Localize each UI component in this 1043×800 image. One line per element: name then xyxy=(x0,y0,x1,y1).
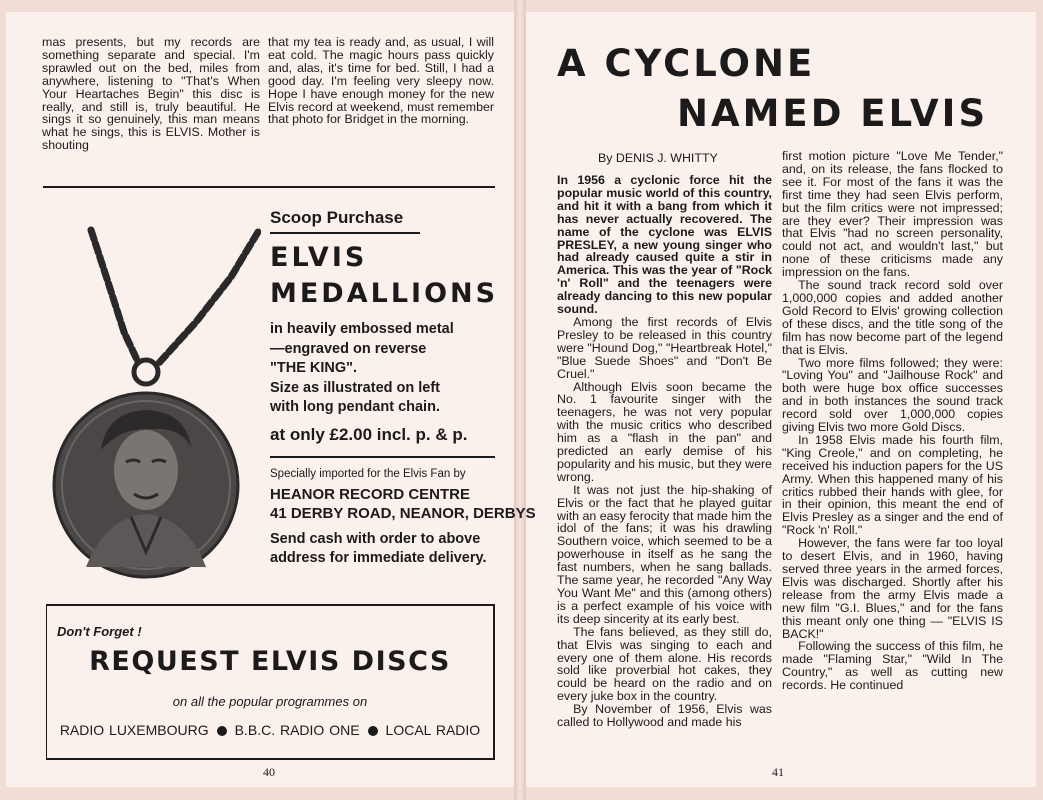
ad-divider xyxy=(270,456,495,458)
order-instructions: Send cash with order to above address for immediate delivery. xyxy=(270,531,487,566)
paragraph: However, the fans were far too loyal to desert Elvis, and in 1960, having served three years in the armed forces, Elvis was discharged. Shortly after his release from the army Elvis made a new film "G.I. Blues," and for the fans this meant only one thing — "ELVIS IS BACK!" xyxy=(782,536,1003,641)
radio-luxembourg: RADIO LUXEMBOURG xyxy=(59,722,209,738)
article-title-line1: A CYCLONE xyxy=(557,42,816,85)
ad-desc-line: with long pendant chain. xyxy=(270,399,440,415)
radio-stations xyxy=(47,722,493,738)
paragraph: It was not just the hip-shaking of Elvis or the fact that he played guitar with an easy ferocity that made him the idol of the fans; it was his drawling Southern voice, which seemed to be a powerhouse in itself as he sang the fast numbers, when he sang ballads. The same year, he recorded "Any Way You Want Me" and this (among others) is a perfect example of his voice with its deep sincerity at its early best. xyxy=(557,482,772,626)
paragraph: Two more films followed; they were: "Loving You" and "Jailhouse Rock" and both were huge box office successes and in both instances the sound track record sold over 1,000,000 copies giving Elvis two more Gold Discs. xyxy=(782,355,1003,435)
continued-text-col2 xyxy=(268,36,494,126)
paragraph: Following the success of this film, he made "Flaming Star," "Wild In The Country," as well as cutting new records. He continued xyxy=(782,639,1003,693)
imported-by: Specially imported for the Elvis Fan by xyxy=(270,468,466,480)
headline-medallions: MEDALLIONS xyxy=(270,278,499,309)
ad-desc-line: "THE KING". xyxy=(270,360,358,376)
ad-desc-line: Size as illustrated on left xyxy=(270,379,441,396)
ad-desc-line: in heavily embossed metal xyxy=(270,321,454,337)
paragraph: Among the first records of Elvis Presley to be released in this country were "Hound Dog," "Heartbreak Hotel," "Blue Suede Shoes" and "Don't Be Cruel." xyxy=(557,314,772,381)
article-col1 xyxy=(557,174,772,729)
shop-address: 41 DERBY ROAD, NEANOR, DERBYS xyxy=(270,505,536,522)
programmes-line: on all the popular programmes on xyxy=(172,694,368,709)
page-number-right: 41 xyxy=(772,765,784,779)
bbc-radio-one: B.B.C. RADIO ONE xyxy=(234,722,360,738)
paragraph: The sound track record sold over 1,000,000 copies and added another Gold Record to Elvis' growing collection of these discs, and the title song of the film has now become part of the legend that is Elvis. xyxy=(782,278,1003,357)
scoop-label: Scoop Purchase xyxy=(270,208,404,227)
continued-paragraph: mas presents, but my records are something separate and special. I'm sprawled out on the bed, miles from anywhere, listening to "That's When Your Heartaches Begin" this disc is really, and still is, truly beautiful. He sings it so genuinely, this man means what he sings, this is ELVIS. Mother is shouting xyxy=(42,35,260,153)
bullet-icon xyxy=(217,726,227,736)
byline: By DENIS J. WHITTY xyxy=(598,151,718,165)
section-rule xyxy=(43,186,495,188)
lead-paragraph: In 1956 a cyclonic force hit the popular music world of this country, and hit it with a bang from which it has never actually recovered. The name of the cyclone was ELVIS PRESLEY, a new young singer who had already caused quite a stir in America. This was the year of "Rock 'n' Roll" and the teenagers were already dancing to this new popular sound. xyxy=(557,173,772,317)
shop-info xyxy=(270,485,536,523)
page-number-left: 40 xyxy=(263,765,275,779)
article-col2 xyxy=(782,150,1003,692)
scoop-underline xyxy=(270,232,420,234)
bullet-icon xyxy=(368,726,378,736)
ad-desc-line: —engraved on reverse xyxy=(270,340,427,357)
ad-price: at only £2.00 incl. p. & p. xyxy=(270,425,468,444)
paragraph: By November of 1956, Elvis was called to Hollywood and made his xyxy=(557,702,772,730)
shop-name: HEANOR RECORD CENTRE xyxy=(270,486,471,503)
headline-elvis: ELVIS xyxy=(270,242,368,273)
paragraph: The fans believed, as they still do, that Elvis was singing to each and every one of them alone. His records sold like proverbial hot cakes, they could be heard on the radio and on every juke box in the country. xyxy=(557,624,772,704)
request-headline: REQUEST ELVIS DISCS xyxy=(89,646,451,677)
continued-paragraph: that my tea is ready and, as usual, I will eat cold. The magic hours pass quickly and, alas, it's time for bed. Still, I had a good day. I'm feeling very sleepy now. Hope I have enough money for the new Elvis record at weekend, must remember that photo for Bridget in the morning. xyxy=(268,35,494,127)
medallion-image xyxy=(46,222,261,592)
paragraph: Although Elvis soon became the No. 1 favourite singer with the teenagers, he was not very popular with the music critics who described him as a "flash in the pan" and predicted an early demise of his popularity and his music, but they were wrong. xyxy=(557,379,772,484)
continued-text-col1 xyxy=(42,36,260,152)
ad-description xyxy=(270,320,500,418)
chain-icon xyxy=(91,230,258,364)
local-radio: LOCAL RADIO xyxy=(385,722,481,738)
dont-forget: Don't Forget ! xyxy=(57,624,142,639)
paragraph: In 1958 Elvis made his fourth film, "King Creole," and on completing, he received his induction papers for the US Army. When this happened many of his critics rubbed their hands with glee, for in their opinion, this meant the end of Elvis Presley as a singer and the end of "Rock 'n' Roll." xyxy=(782,432,1003,538)
article-title-line2: NAMED ELVIS xyxy=(677,92,989,135)
request-box xyxy=(46,604,495,760)
ad-headline xyxy=(270,240,500,312)
book-gutter xyxy=(514,0,526,800)
paragraph: first motion picture "Love Me Tender," and, on its release, the fans flocked to see it. For most of the fans it was the first time they had seen Elvis perform, but the film critics were not impressed; are they ever? Their impression was that Elvis "had no screen personality, could not act, and wouldn't last," but none of these criticisms made any impression on the fans. xyxy=(782,149,1003,280)
